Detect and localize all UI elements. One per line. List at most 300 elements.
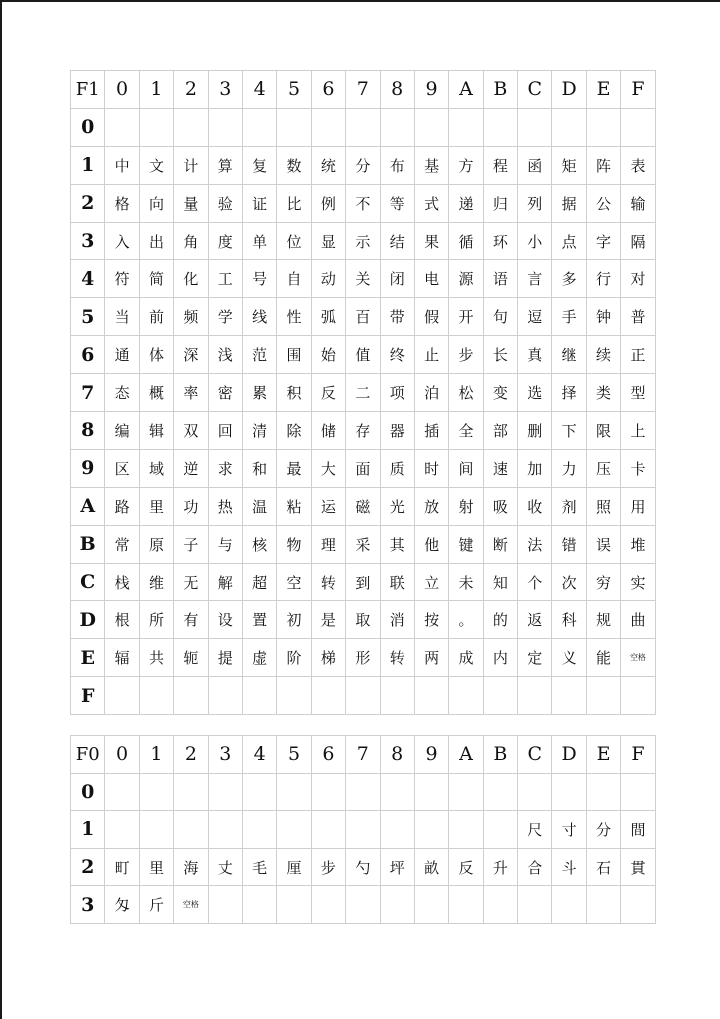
table-cell: 消	[380, 601, 414, 639]
table-cell: 果	[414, 222, 448, 260]
table-cell: 厘	[277, 848, 311, 886]
table-cell: 法	[518, 525, 552, 563]
table-row	[71, 108, 656, 146]
table-cell	[311, 886, 345, 924]
table-cell	[346, 811, 380, 849]
table-cell: 升	[483, 848, 517, 886]
column-header: 9	[414, 71, 448, 109]
table-cell: 曲	[621, 601, 655, 639]
row-header: 1	[71, 811, 105, 849]
table-cell	[414, 677, 448, 715]
column-header: 5	[277, 736, 311, 774]
table-cell: 空格	[621, 639, 655, 677]
table-cell: 尺	[518, 811, 552, 849]
table-cell: 次	[552, 563, 586, 601]
table-cell: 返	[518, 601, 552, 639]
table-cell	[277, 886, 311, 924]
column-header: F	[621, 736, 655, 774]
column-header: 4	[242, 736, 276, 774]
table-cell: 时	[414, 449, 448, 487]
table-cell: 显	[311, 222, 345, 260]
table-cell: 关	[346, 260, 380, 298]
table-cell: 方	[449, 146, 483, 184]
table-cell: 与	[208, 525, 242, 563]
table-cell: 面	[346, 449, 380, 487]
table-cell: 布	[380, 146, 414, 184]
column-header: 9	[414, 736, 448, 774]
column-header: B	[483, 736, 517, 774]
table-cell	[208, 108, 242, 146]
table-cell: 是	[311, 601, 345, 639]
table-cell: 带	[380, 298, 414, 336]
table-cell: 照	[586, 487, 620, 525]
table-cell: 等	[380, 184, 414, 222]
table-cell: 列	[518, 184, 552, 222]
table-cell: 间	[449, 449, 483, 487]
table-cell	[208, 886, 242, 924]
table-cell: 续	[586, 336, 620, 374]
table-cell: 工	[208, 260, 242, 298]
table-cell: 度	[208, 222, 242, 260]
table-cell	[518, 886, 552, 924]
table-cell	[518, 677, 552, 715]
table-cell	[380, 773, 414, 811]
table-cell	[518, 773, 552, 811]
table-cell: 双	[174, 412, 208, 450]
column-header: C	[518, 71, 552, 109]
table-cell: 貫	[621, 848, 655, 886]
table-cell: 百	[346, 298, 380, 336]
column-header: D	[552, 736, 586, 774]
table-cell: 类	[586, 374, 620, 412]
table-cell: 积	[277, 374, 311, 412]
table-cell	[105, 108, 139, 146]
table-cell: 定	[518, 639, 552, 677]
table-cell: 比	[277, 184, 311, 222]
table-cell: 最	[277, 449, 311, 487]
table-cell: 形	[346, 639, 380, 677]
table-cell	[139, 811, 173, 849]
table-cell: 辐	[105, 639, 139, 677]
table-cell: 项	[380, 374, 414, 412]
table-cell: 求	[208, 449, 242, 487]
table-cell: 深	[174, 336, 208, 374]
table-cell	[414, 886, 448, 924]
table-cell	[346, 773, 380, 811]
table-cell: 设	[208, 601, 242, 639]
table-cell: 计	[174, 146, 208, 184]
table-cell: 动	[311, 260, 345, 298]
table-cell: 丈	[208, 848, 242, 886]
table-cell: 择	[552, 374, 586, 412]
table-cell: 未	[449, 563, 483, 601]
row-header: C	[71, 563, 105, 601]
table-cell: 松	[449, 374, 483, 412]
table-cell: 斤	[139, 886, 173, 924]
table-cell: 常	[105, 525, 139, 563]
table-cell	[586, 108, 620, 146]
table-cell: 射	[449, 487, 483, 525]
table-cell	[208, 773, 242, 811]
table-cell	[242, 108, 276, 146]
table-corner-label: F1	[71, 71, 105, 109]
table-cell: 浅	[208, 336, 242, 374]
column-header: D	[552, 71, 586, 109]
table-cell: 格	[105, 184, 139, 222]
table-cell	[174, 811, 208, 849]
table-cell: 矩	[552, 146, 586, 184]
table-cell	[449, 677, 483, 715]
table-cell: 光	[380, 487, 414, 525]
table-cell: 联	[380, 563, 414, 601]
table-cell: 合	[518, 848, 552, 886]
table-cell: 累	[242, 374, 276, 412]
table-cell: 循	[449, 222, 483, 260]
table-cell: 示	[346, 222, 380, 260]
table-cell: 中	[105, 146, 139, 184]
table-cell	[139, 677, 173, 715]
table-row	[71, 412, 656, 450]
row-header: 3	[71, 222, 105, 260]
table-cell	[346, 108, 380, 146]
table-cell: 多	[552, 260, 586, 298]
table-cell	[552, 677, 586, 715]
table-cell: 语	[483, 260, 517, 298]
row-header: 8	[71, 412, 105, 450]
table-cell: 线	[242, 298, 276, 336]
table-cell: 堆	[621, 525, 655, 563]
table-cell: 弧	[311, 298, 345, 336]
row-header: 2	[71, 848, 105, 886]
table-cell: 单	[242, 222, 276, 260]
table-cell: 开	[449, 298, 483, 336]
table-cell: 断	[483, 525, 517, 563]
table-cell: 科	[552, 601, 586, 639]
column-header: 3	[208, 71, 242, 109]
header-row	[71, 736, 656, 774]
row-header: E	[71, 639, 105, 677]
table-cell: 热	[208, 487, 242, 525]
table-cell	[449, 108, 483, 146]
table-cell	[311, 811, 345, 849]
row-header: 0	[71, 773, 105, 811]
table-cell	[552, 886, 586, 924]
column-header: 6	[311, 71, 345, 109]
table-cell: 插	[414, 412, 448, 450]
table-cell	[174, 677, 208, 715]
table-cell: 辑	[139, 412, 173, 450]
column-header: 4	[242, 71, 276, 109]
table-cell	[518, 108, 552, 146]
column-header: 7	[346, 736, 380, 774]
table-cell: 长	[483, 336, 517, 374]
table-cell: 言	[518, 260, 552, 298]
table-cell: 匁	[105, 886, 139, 924]
table-cell: 环	[483, 222, 517, 260]
page-edge-top	[0, 0, 720, 2]
column-header: 2	[174, 71, 208, 109]
table-cell: 坪	[380, 848, 414, 886]
row-header: 2	[71, 184, 105, 222]
table-cell: 到	[346, 563, 380, 601]
column-header: 1	[139, 736, 173, 774]
table-cell: 用	[621, 487, 655, 525]
table-cell: 转	[311, 563, 345, 601]
row-header: F	[71, 677, 105, 715]
table-row	[71, 222, 656, 260]
column-header: 5	[277, 71, 311, 109]
table-row	[71, 811, 656, 849]
table-cell: 空	[277, 563, 311, 601]
table-cell: 不	[346, 184, 380, 222]
table-cell: 转	[380, 639, 414, 677]
table-cell	[242, 773, 276, 811]
table-cell: 原	[139, 525, 173, 563]
table-cell: 态	[105, 374, 139, 412]
table-cell: 逆	[174, 449, 208, 487]
table-cell: 所	[139, 601, 173, 639]
table-cell: 继	[552, 336, 586, 374]
table-cell	[414, 773, 448, 811]
table-row	[71, 374, 656, 412]
column-header: 8	[380, 736, 414, 774]
table-cell: 空格	[174, 886, 208, 924]
table-cell: 部	[483, 412, 517, 450]
table-cell: 石	[586, 848, 620, 886]
table-cell: 全	[449, 412, 483, 450]
table-row	[71, 146, 656, 184]
table-cell: 字	[586, 222, 620, 260]
table-row	[71, 336, 656, 374]
table-cell	[105, 773, 139, 811]
table-cell	[552, 773, 586, 811]
table-cell: 分	[586, 811, 620, 849]
table-cell: 理	[311, 525, 345, 563]
column-header: A	[449, 71, 483, 109]
table-cell: 温	[242, 487, 276, 525]
table-cell: 概	[139, 374, 173, 412]
table-cell: 清	[242, 412, 276, 450]
table-cell: 其	[380, 525, 414, 563]
table-cell: 自	[277, 260, 311, 298]
table-cell: 前	[139, 298, 173, 336]
table-cell	[483, 811, 517, 849]
table-cell: 算	[208, 146, 242, 184]
table-cell: 二	[346, 374, 380, 412]
table-cell: 町	[105, 848, 139, 886]
table-cell: 复	[242, 146, 276, 184]
table-cell: 有	[174, 601, 208, 639]
table-cell: 压	[586, 449, 620, 487]
table-cell: 大	[311, 449, 345, 487]
table-cell: 角	[174, 222, 208, 260]
table-cell: 力	[552, 449, 586, 487]
table-row	[71, 677, 656, 715]
table-cell: 结	[380, 222, 414, 260]
table-cell: 内	[483, 639, 517, 677]
row-header: 4	[71, 260, 105, 298]
table-cell: 泊	[414, 374, 448, 412]
table-cell: 能	[586, 639, 620, 677]
table-cell: 回	[208, 412, 242, 450]
row-header: B	[71, 525, 105, 563]
table-cell: 。	[449, 601, 483, 639]
table-cell: 轭	[174, 639, 208, 677]
table-cell: 函	[518, 146, 552, 184]
table-cell: 提	[208, 639, 242, 677]
table-cell: 反	[311, 374, 345, 412]
table-cell: 闭	[380, 260, 414, 298]
table-cell: 公	[586, 184, 620, 222]
table-cell	[208, 677, 242, 715]
table-cell: 号	[242, 260, 276, 298]
table-cell: 据	[552, 184, 586, 222]
row-header: A	[71, 487, 105, 525]
table-cell	[449, 886, 483, 924]
table-cell: 学	[208, 298, 242, 336]
column-header: F	[621, 71, 655, 109]
table-cell: 分	[346, 146, 380, 184]
table-cell	[621, 108, 655, 146]
table-row	[71, 563, 656, 601]
table-cell: 递	[449, 184, 483, 222]
table-cell: 限	[586, 412, 620, 450]
table-cell: 当	[105, 298, 139, 336]
table-cell: 选	[518, 374, 552, 412]
table-cell: 寸	[552, 811, 586, 849]
table-cell: 卡	[621, 449, 655, 487]
table-cell: 入	[105, 222, 139, 260]
table-cell: 率	[174, 374, 208, 412]
table-cell	[449, 811, 483, 849]
table-cell	[277, 773, 311, 811]
table-cell: 终	[380, 336, 414, 374]
table-cell: 虚	[242, 639, 276, 677]
table-cell: 普	[621, 298, 655, 336]
table-cell	[483, 677, 517, 715]
table-cell	[105, 811, 139, 849]
table-cell: 两	[414, 639, 448, 677]
code-table-f0	[70, 735, 656, 924]
table-cell: 假	[414, 298, 448, 336]
table-cell: 和	[242, 449, 276, 487]
table-cell: 下	[552, 412, 586, 450]
header-row	[71, 71, 656, 109]
table-row	[71, 601, 656, 639]
table-cell: 止	[414, 336, 448, 374]
column-header: 2	[174, 736, 208, 774]
table-cell: 路	[105, 487, 139, 525]
table-cell: 钟	[586, 298, 620, 336]
column-header: 8	[380, 71, 414, 109]
table-cell: 简	[139, 260, 173, 298]
column-header: A	[449, 736, 483, 774]
table-cell: 斗	[552, 848, 586, 886]
table-cell	[586, 886, 620, 924]
table-cell: 加	[518, 449, 552, 487]
table-row	[71, 184, 656, 222]
table-cell: 逗	[518, 298, 552, 336]
table-cell: 步	[311, 848, 345, 886]
table-row	[71, 639, 656, 677]
table-cell: 程	[483, 146, 517, 184]
table-cell: 物	[277, 525, 311, 563]
table-cell: 验	[208, 184, 242, 222]
table-cell: 位	[277, 222, 311, 260]
table-cell	[346, 886, 380, 924]
table-cell: 毛	[242, 848, 276, 886]
table-cell: 手	[552, 298, 586, 336]
table-cell: 梯	[311, 639, 345, 677]
column-header: 6	[311, 736, 345, 774]
table-cell: 体	[139, 336, 173, 374]
table-row	[71, 260, 656, 298]
column-header: 0	[105, 736, 139, 774]
table-cell: 剂	[552, 487, 586, 525]
table-cell: 里	[139, 487, 173, 525]
table-cell: 功	[174, 487, 208, 525]
table-cell: 速	[483, 449, 517, 487]
table-cell: 置	[242, 601, 276, 639]
table-row	[71, 487, 656, 525]
column-header: E	[586, 71, 620, 109]
table-cell	[139, 108, 173, 146]
table-cell: 区	[105, 449, 139, 487]
table-cell: 错	[552, 525, 586, 563]
code-table-f1	[70, 70, 656, 715]
table-cell: 畝	[414, 848, 448, 886]
table-cell: 归	[483, 184, 517, 222]
table-cell: 的	[483, 601, 517, 639]
table-cell	[139, 773, 173, 811]
table-cell: 性	[277, 298, 311, 336]
table-cell: 编	[105, 412, 139, 450]
table-cell	[277, 677, 311, 715]
table-cell	[242, 811, 276, 849]
table-cell: 数	[277, 146, 311, 184]
table-cell: 反	[449, 848, 483, 886]
table-cell: 立	[414, 563, 448, 601]
row-header: 7	[71, 374, 105, 412]
table-cell	[483, 108, 517, 146]
table-cell	[414, 108, 448, 146]
table-cell: 收	[518, 487, 552, 525]
table-cell: 电	[414, 260, 448, 298]
column-header: B	[483, 71, 517, 109]
table-cell: 阶	[277, 639, 311, 677]
column-header: C	[518, 736, 552, 774]
table-cell: 超	[242, 563, 276, 601]
table-cell: 正	[621, 336, 655, 374]
table-cell: 知	[483, 563, 517, 601]
table-cell: 围	[277, 336, 311, 374]
column-header: 7	[346, 71, 380, 109]
table-cell	[552, 108, 586, 146]
table-cell	[242, 886, 276, 924]
table-cell	[621, 773, 655, 811]
table-cell: 磁	[346, 487, 380, 525]
table-cell: 点	[552, 222, 586, 260]
column-header: E	[586, 736, 620, 774]
table-cell: 个	[518, 563, 552, 601]
table-cell: 误	[586, 525, 620, 563]
table-cell: 真	[518, 336, 552, 374]
table-cell: 输	[621, 184, 655, 222]
row-header: 9	[71, 449, 105, 487]
table-cell: 义	[552, 639, 586, 677]
table-cell: 初	[277, 601, 311, 639]
column-header: 0	[105, 71, 139, 109]
